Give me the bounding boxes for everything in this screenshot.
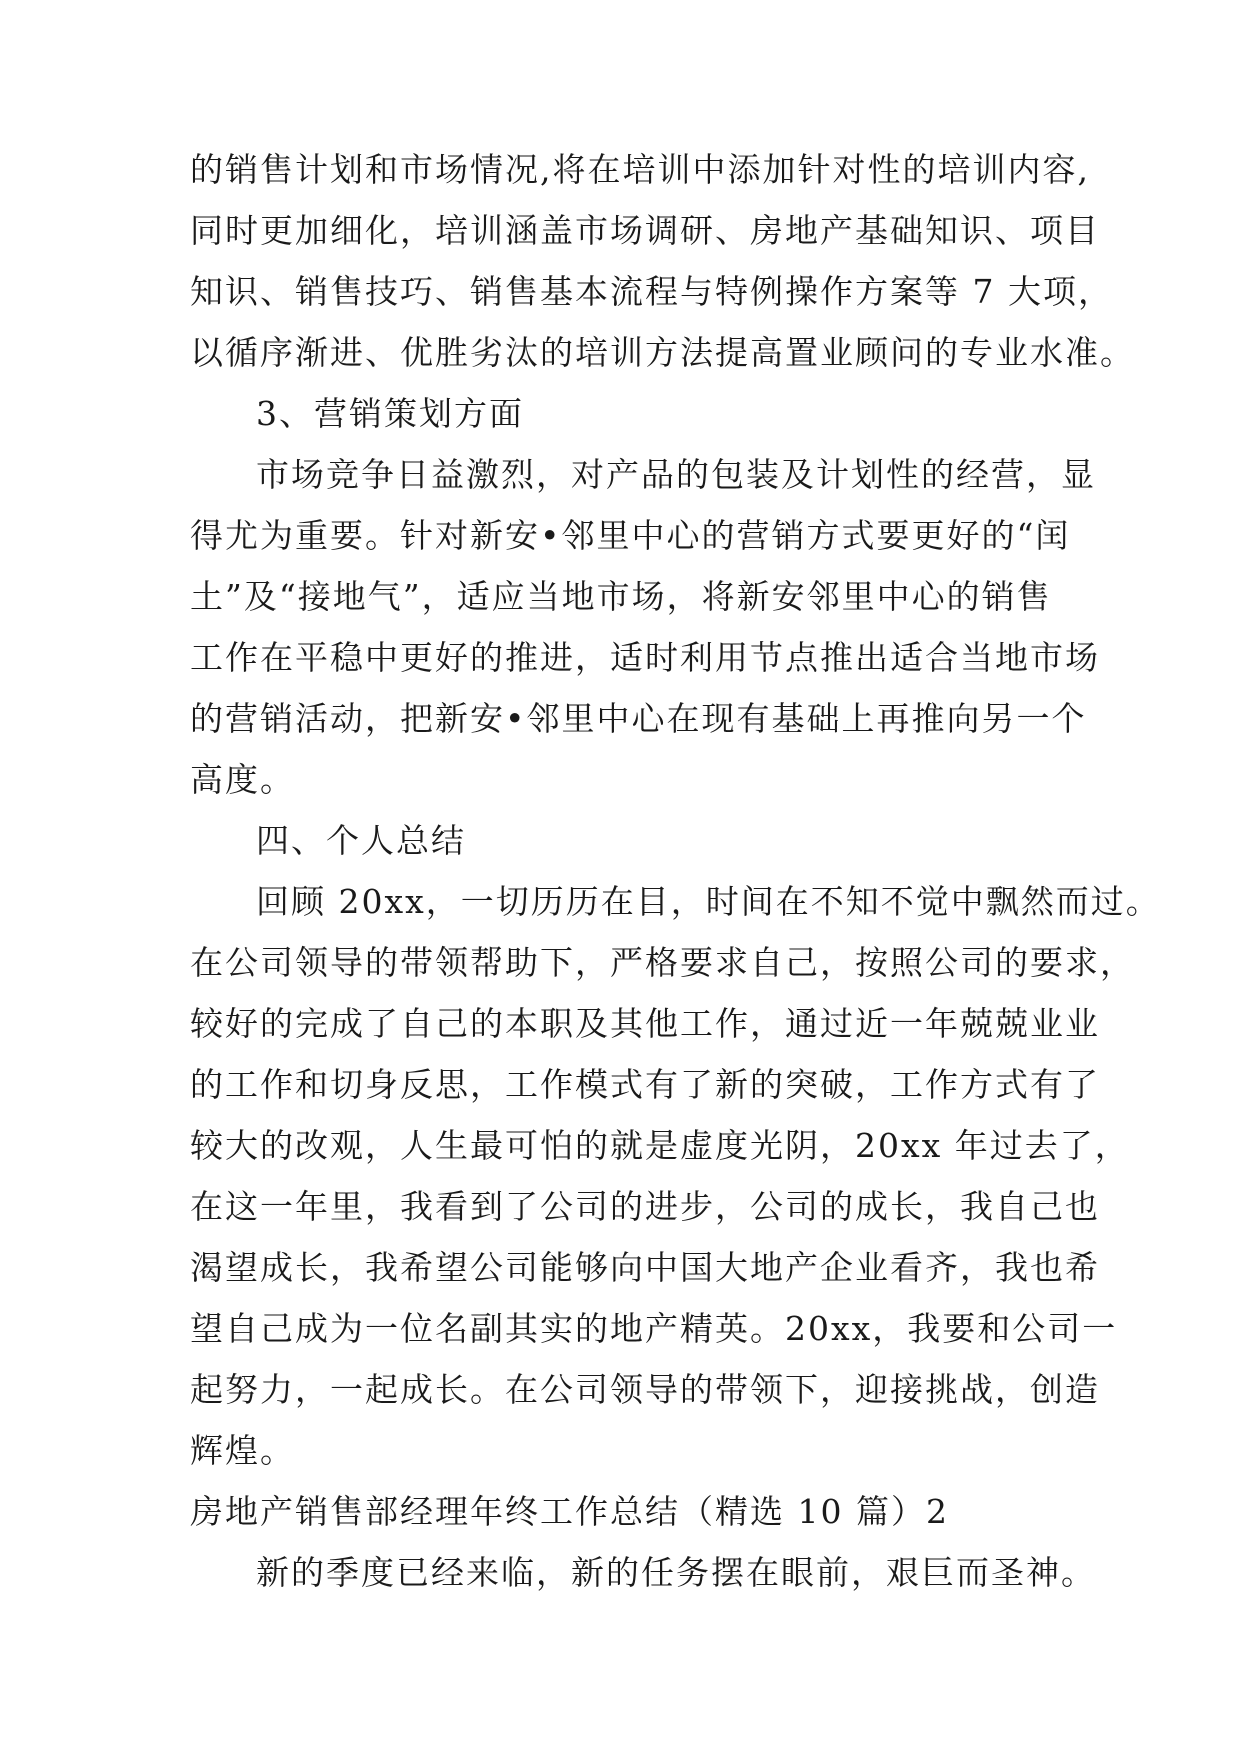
paragraph-line: 在公司领导的带领帮助下，严格要求自己，按照公司的要求，: [190, 943, 1135, 982]
paragraph-line: 新的季度已经来临，新的任务摆在眼前，艰巨而圣神。: [256, 1553, 1096, 1592]
paragraph-line: 知识、销售技巧、销售基本流程与特例操作方案等 7 大项，: [190, 272, 1113, 311]
paragraph-line: 的营销活动，把新安•邻里中心在现有基础上再推向另一个: [190, 699, 1087, 738]
paragraph-line: 的销售计划和市场情况,将在培训中添加针对性的培训内容,: [190, 150, 1090, 189]
paragraph-line: 高度。: [190, 760, 295, 799]
paragraph-line: 渴望成长，我希望公司能够向中国大地产企业看齐，我也希: [190, 1248, 1100, 1287]
paragraph-line: 较好的完成了自己的本职及其他工作，通过近一年兢兢业业: [190, 1004, 1100, 1043]
paragraph-line: 同时更加细化，培训涵盖市场调研、房地产基础知识、项目: [190, 211, 1100, 250]
paragraph-line: 在这一年里，我看到了公司的进步，公司的成长，我自己也: [190, 1187, 1100, 1226]
paragraph-line: 市场竞争日益激烈，对产品的包装及计划性的经营，显: [256, 455, 1096, 494]
article-title: 房地产销售部经理年终工作总结（精选 10 篇）2: [190, 1492, 949, 1531]
paragraph-line: 较大的改观，人生最可怕的就是虚度光阴，20xx 年过去了，: [190, 1126, 1130, 1165]
paragraph-line: 以循序渐进、优胜劣汰的培训方法提高置业顾问的专业水准。: [190, 333, 1135, 372]
section-heading: 3、营销策划方面: [256, 394, 524, 433]
paragraph-line: 土”及“接地气”，适应当地市场，将新安邻里中心的销售: [190, 577, 1052, 616]
paragraph-line: 辉煌。: [190, 1431, 295, 1470]
paragraph-line: 的工作和切身反思，工作模式有了新的突破，工作方式有了: [190, 1065, 1100, 1104]
paragraph-line: 望自己成为一位名副其实的地产精英。20xx，我要和公司一: [190, 1309, 1118, 1348]
paragraph-line: 起努力，一起成长。在公司领导的带领下，迎接挑战，创造: [190, 1370, 1100, 1409]
section-heading: 四、个人总结: [256, 821, 466, 860]
paragraph-line: 回顾 20xx，一切历历在目，时间在不知不觉中飘然而过。: [256, 882, 1161, 921]
paragraph-line: 得尤为重要。针对新安•邻里中心的营销方式要更好的“闰: [190, 516, 1071, 555]
paragraph-line: 工作在平稳中更好的推进，适时利用节点推出适合当地市场: [190, 638, 1100, 677]
